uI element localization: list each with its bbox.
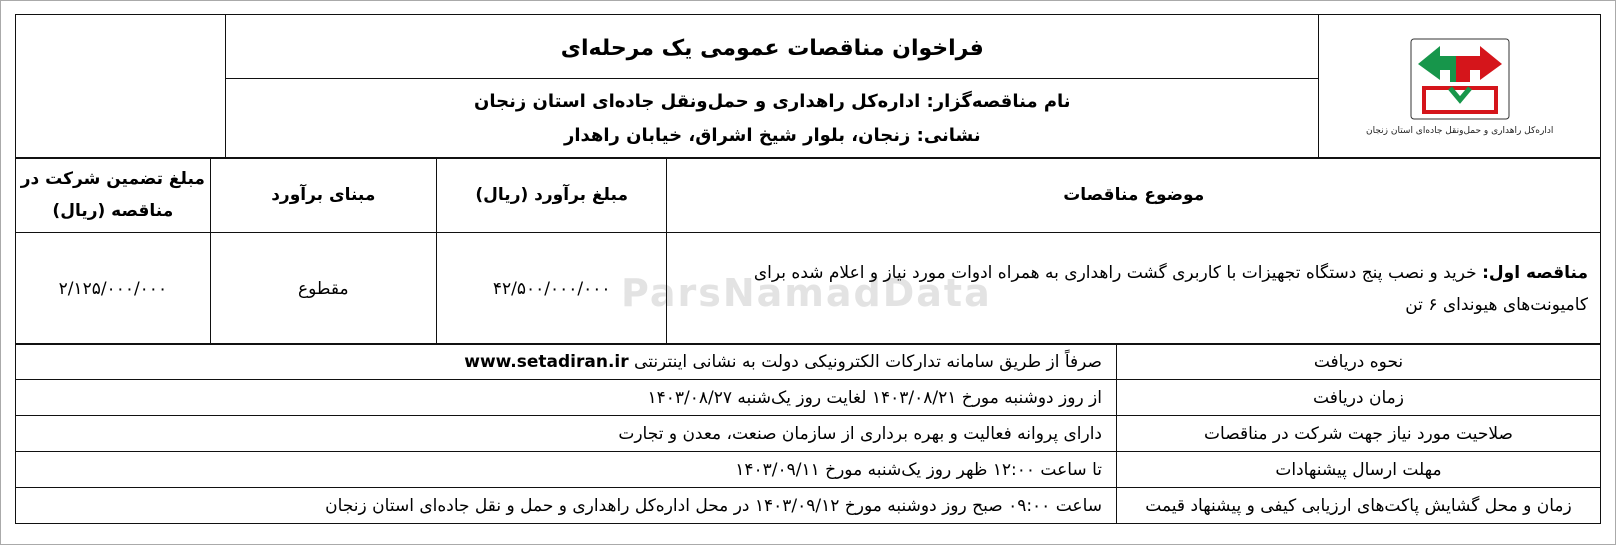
header-table [15,14,1601,159]
info-row [16,344,1601,380]
topic-cell [667,233,1601,345]
info-value: تا ساعت ۱۲:۰۰ ظهر روز یک‌شنبه مورخ ۱۴۰۳/۰۹/۱۱ [16,452,1117,488]
page-title: فراخوان مناقصات عمومی یک مرحله‌ای [226,20,1318,79]
info-value: از روز دوشنبه مورخ ۱۴۰۳/۰۸/۲۱ لغایت روز یک‌شنبه ۱۴۰۳/۰۸/۲۷ [16,380,1117,416]
watermark-text: ParsNamadData [621,271,992,315]
estimate-amount-value: ۴۲/۵۰۰/۰۰۰/۰۰۰ [436,233,667,345]
table-row [16,233,1601,345]
logo-cell [1319,15,1601,159]
info-row [16,488,1601,524]
tender-label: مناقصه اول: [1482,262,1588,283]
header-guarantee: مبلغ تضمین شرکت در مناقصه (ریال) [16,158,211,233]
table-header-row [16,158,1601,233]
info-label: مهلت ارسال پیشنهادات [1117,452,1601,488]
info-label: زمان دریافت [1117,380,1601,416]
info-table [15,343,1601,524]
info-value: دارای پروانه فعالیت و بهره برداری از سازمان صنعت، معدن و تجارت [16,416,1117,452]
organizer-address: نشانی: زنجان، بلوار شیخ اشراق، خیابان راهدار [563,125,981,146]
estimate-basis-value: مقطوع [210,233,436,345]
info-value-text: صرفاً از طریق سامانه تدارکات الکترونیکی دولت به نشانی اینترنتی [634,351,1102,372]
info-row [16,380,1601,416]
info-label: صلاحیت مورد نیاز جهت شرکت در مناقصات [1117,416,1601,452]
road-maintenance-logo-icon [1410,38,1510,120]
info-row [16,416,1601,452]
header-estimate-basis: مبنای برآورد [210,158,436,233]
organizer-name: نام مناقصه‌گزار: اداره‌کل راهداری و حمل‌ونقل جاده‌ای استان زنجان [474,91,1071,112]
blank-cell [16,15,226,159]
guarantee-value: ۲/۱۲۵/۰۰۰/۰۰۰ [16,233,211,345]
tender-table [15,157,1601,345]
title-cell [226,15,1319,159]
header-estimate-amount: مبلغ برآورد (ریال) [436,158,667,233]
tender-description: خرید و نصب پنج دستگاه تجهیزات با کاربری گشت راهداری به همراه ادوات مورد نیاز و اعلام شده برای کامیونت‌های هیوندای ۶ تن [753,262,1588,315]
info-label: زمان و محل گشایش پاکت‌های ارزیابی کیفی و پیشنهاد قیمت [1117,488,1601,524]
logo-caption: اداره‌کل راهداری و حمل‌ونقل جاده‌ای استان زنجان [1365,125,1554,136]
info-value [16,344,1117,380]
setadiran-link[interactable]: www.setadiran.ir [464,351,629,372]
info-row [16,452,1601,488]
header-topic: موضوع مناقصات [667,158,1601,233]
info-value: ساعت ۰۹:۰۰ صبح روز دوشنبه مورخ ۱۴۰۳/۰۹/۱۲ در محل اداره‌کل راهداری و حمل و نقل جاده‌ای استان زنجان [16,488,1117,524]
info-label: نحوه دریافت [1117,344,1601,380]
